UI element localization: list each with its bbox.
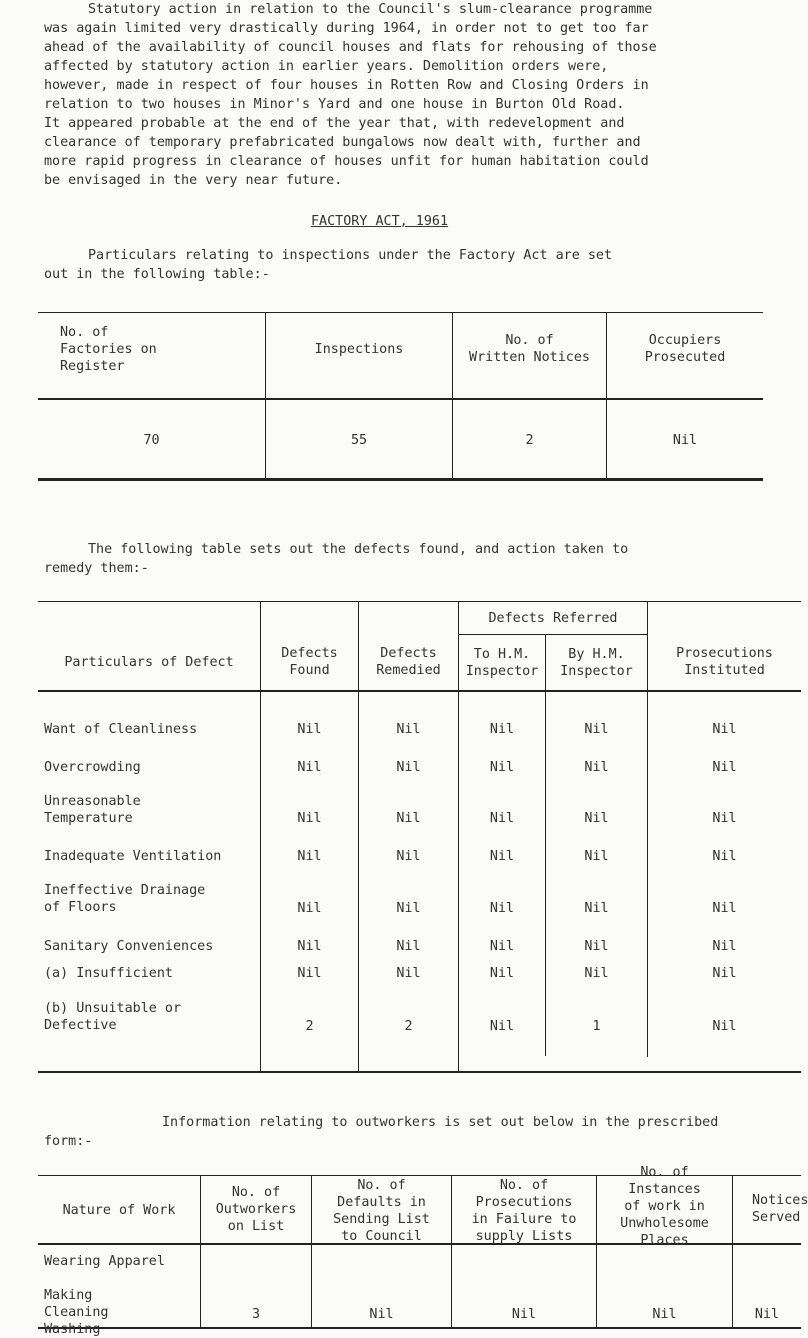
column-header: Defects Found — [281, 646, 338, 678]
table-cell: Nil — [369, 1307, 394, 1322]
column-header: Prosecutions Instituted — [676, 646, 773, 678]
row-label: Unreasonable Temperature — [44, 794, 141, 826]
table-cell: Nil — [754, 1307, 780, 1322]
table-cell: Nil — [712, 722, 737, 737]
table-cell: Nil — [511, 1307, 537, 1322]
table-cell: Nil — [489, 1019, 515, 1034]
table-header: Inspections — [314, 342, 404, 357]
table-cell: Nil — [712, 760, 737, 775]
row-label: Wearing Apparel Making Cleaning Washing — [44, 1254, 165, 1337]
text-line: The following table sets out the defects found, and action taken to — [88, 542, 629, 557]
table-cell: Nil — [712, 811, 737, 826]
text-line: was again limited very drastically during 1964, in order not to get too far — [44, 21, 649, 36]
column-header: Defects Remedied — [376, 646, 441, 678]
text-line: Information relating to outworkers is set out below in the prescribed — [162, 1115, 719, 1130]
column-header: To H.M. Inspector — [465, 647, 539, 679]
table-cell: 70 — [143, 433, 160, 448]
column-header: No. of Outworkers on List — [215, 1185, 297, 1234]
table-cell: Nil — [489, 901, 515, 916]
text-line: Statutory action in relation to the Council's slum-clearance programme — [88, 2, 653, 17]
table-cell: 55 — [350, 433, 368, 448]
table-cell: 1 — [592, 1019, 601, 1034]
table-cell: Nil — [672, 433, 698, 448]
table-cell: Nil — [712, 901, 737, 916]
column-header: By H.M. Inspector — [560, 647, 633, 679]
text-line: out in the following table:- — [44, 267, 270, 282]
table-cell: Nil — [584, 760, 609, 775]
text-line: be envisaged in the very near future. — [44, 173, 343, 188]
table-cell: Nil — [396, 811, 421, 826]
table-header: No. of Written Notices — [469, 333, 590, 365]
table-cell: Nil — [489, 811, 515, 826]
table-cell: Nil — [396, 901, 421, 916]
table-cell: Nil — [297, 966, 322, 981]
table-cell: Nil — [584, 811, 609, 826]
table-cell: Nil — [297, 722, 322, 737]
table-cell: 2 — [305, 1019, 314, 1034]
column-header: Particulars of Defect — [64, 655, 234, 670]
table-cell: Nil — [584, 939, 609, 954]
table-cell: Nil — [489, 966, 515, 981]
text-line: relation to two houses in Minor's Yard and one house in Burton Old Road. — [44, 97, 625, 112]
table-cell: Nil — [584, 901, 609, 916]
table-cell: 2 — [404, 1019, 413, 1034]
table-cell: Nil — [396, 760, 421, 775]
table-cell: Nil — [297, 901, 322, 916]
table-cell: Nil — [297, 811, 322, 826]
table-cell: Nil — [396, 939, 421, 954]
table-cell: Nil — [584, 849, 609, 864]
row-label: Ineffective Drainage of Floors — [44, 883, 206, 915]
text-line: remedy them:- — [44, 561, 149, 576]
table-cell: Nil — [584, 722, 609, 737]
text-line: affected by statutory action in earlier years. Demolition orders were, — [44, 59, 609, 74]
text-line: clearance of temporary prefabricated bungalows now dealt with, further and — [44, 135, 641, 150]
table-cell: Nil — [489, 722, 515, 737]
table-cell: Nil — [396, 849, 421, 864]
row-label: (a) Insufficient — [44, 966, 173, 981]
column-header: No. of Instances of work in Unwholesome Places — [620, 1165, 709, 1248]
column-header: No. of Prosecutions in Failure to supply Lists — [471, 1178, 577, 1244]
table-cell: Nil — [712, 849, 737, 864]
table-cell: Nil — [712, 966, 737, 981]
table-cell: Nil — [652, 1307, 677, 1322]
column-header: Nature of Work — [62, 1203, 176, 1218]
table-cell: Nil — [489, 849, 515, 864]
table-cell: Nil — [297, 939, 322, 954]
column-header: Notices Served — [752, 1193, 808, 1225]
text-line: more rapid progress in clearance of houses unfit for human habitation could — [44, 154, 649, 169]
table-cell: Nil — [712, 939, 737, 954]
table-cell: 2 — [525, 433, 534, 448]
table-header: Occupiers Prosecuted — [644, 333, 726, 365]
table-cell: Nil — [712, 1019, 737, 1034]
table-cell: Nil — [489, 939, 515, 954]
table-cell: 3 — [251, 1307, 261, 1322]
column-header: No. of Defaults in Sending List to Council — [333, 1178, 430, 1244]
table-cell: Nil — [396, 966, 421, 981]
row-label: Want of Cleanliness — [44, 722, 198, 737]
section-heading: FACTORY ACT, 1961 — [311, 214, 449, 229]
text-line: ahead of the availability of council houses and flats for rehousing of those — [44, 40, 657, 55]
text-line: Particulars relating to inspections under the Factory Act are set — [88, 248, 613, 263]
table-cell: Nil — [584, 966, 609, 981]
row-label: Overcrowding — [44, 760, 141, 775]
table-header: No. of Factories on Register — [60, 325, 157, 374]
row-label: Inadequate Ventilation — [44, 849, 222, 864]
text-line: however, made in respect of four houses in Rotten Row and Closing Orders in — [44, 78, 649, 93]
table-cell: Nil — [297, 760, 322, 775]
column-header: Defects Referred — [488, 611, 618, 626]
table-cell: Nil — [489, 760, 515, 775]
table-cell: Nil — [297, 849, 322, 864]
row-label: Sanitary Conveniences — [44, 939, 214, 954]
text-line: It appeared probable at the end of the year that, with redevelopment and — [44, 116, 625, 131]
row-label: (b) Unsuitable or Defective — [44, 1001, 182, 1033]
text-line: form:- — [44, 1134, 93, 1149]
table-cell: Nil — [396, 722, 421, 737]
